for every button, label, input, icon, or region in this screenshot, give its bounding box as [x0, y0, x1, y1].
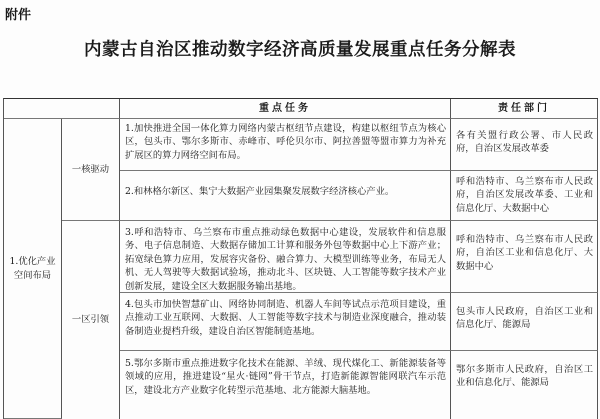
task-row-3: 3.呼和浩特市、乌兰察布市重点推动绿色数据中心建设，发展软件和信息服务、电子信息制造、大数据存储加工计算和服务外包等数据中心上下游产业；拓宽绿色算力应用，发展容灾备份、融合算力、大模型训练等业务，布局无人机、无人驾驶等大数据试验场，推动北斗、区块链、人工智能等数字技术产业创新发展，建设全区大数据服务输出基地。: [120, 221, 451, 293]
task-row-4: 4.包头市加快智慧矿山、网络协同制造、机器人车间等试点示范项目建设，重点推动工业互联网、大数据、人工智能等数字技术与制造业深度融合，推动装备制造业提档升级，建设自治区智能制造基地。: [120, 293, 451, 351]
attachment-label: 附件: [5, 8, 32, 23]
task-table: [3, 98, 598, 419]
header-blank-cell: [4, 99, 120, 119]
department-row-1: 各有关盟行政公署、市人民政府，自治区发展改革委: [451, 119, 598, 171]
department-row-4: 包头市人民政府，自治区工业和信息化厅、能源局: [451, 293, 598, 351]
department-row-2: 呼和浩特市、乌兰察布市人民政府，自治区发展改革委、工业和信息化厅、大数据中心: [451, 171, 598, 221]
task-row-5: 5.鄂尔多斯市重点推进数字化技术在能源、羊绒、现代煤化工、新能源装备等领域的应用，推进建设“星火·链网”骨干节点，打造新能源智能网联汽车示范区，建设北方产业数字化转型示范基地、北方能源大脑基地。: [120, 351, 451, 419]
department-row-3: 呼和浩特市、乌兰察布市人民政府，自治区工业和信息化厅、大数据中心: [451, 221, 598, 293]
column-header-departments: 责任部门: [451, 99, 598, 119]
column-header-tasks: 重点任务: [120, 99, 451, 119]
task-row-2: 2.和林格尔新区、集宁大数据产业园集聚发展数字经济核心产业。: [120, 171, 451, 221]
document-title: 内蒙古自治区推动数字经济高质量发展重点任务分解表: [84, 40, 516, 60]
subcategory-area-lead: 一区引领: [62, 221, 120, 419]
subcategory-core-drive: 一核驱动: [62, 119, 120, 221]
category-cell: 1.优化产业空间布局: [4, 119, 62, 419]
task-row-1: 1.加快推进全国一体化算力网络内蒙古枢纽节点建设，构建以枢纽节点为核心区，包头市、鄂尔多斯市、赤峰市、呼伦贝尔市、阿拉善盟等盟市算力为补充扩展区的算力网络空间布局。: [120, 119, 451, 171]
department-row-5: 鄂尔多斯市人民政府，自治区工业和信息化厅、能源局: [451, 351, 598, 419]
